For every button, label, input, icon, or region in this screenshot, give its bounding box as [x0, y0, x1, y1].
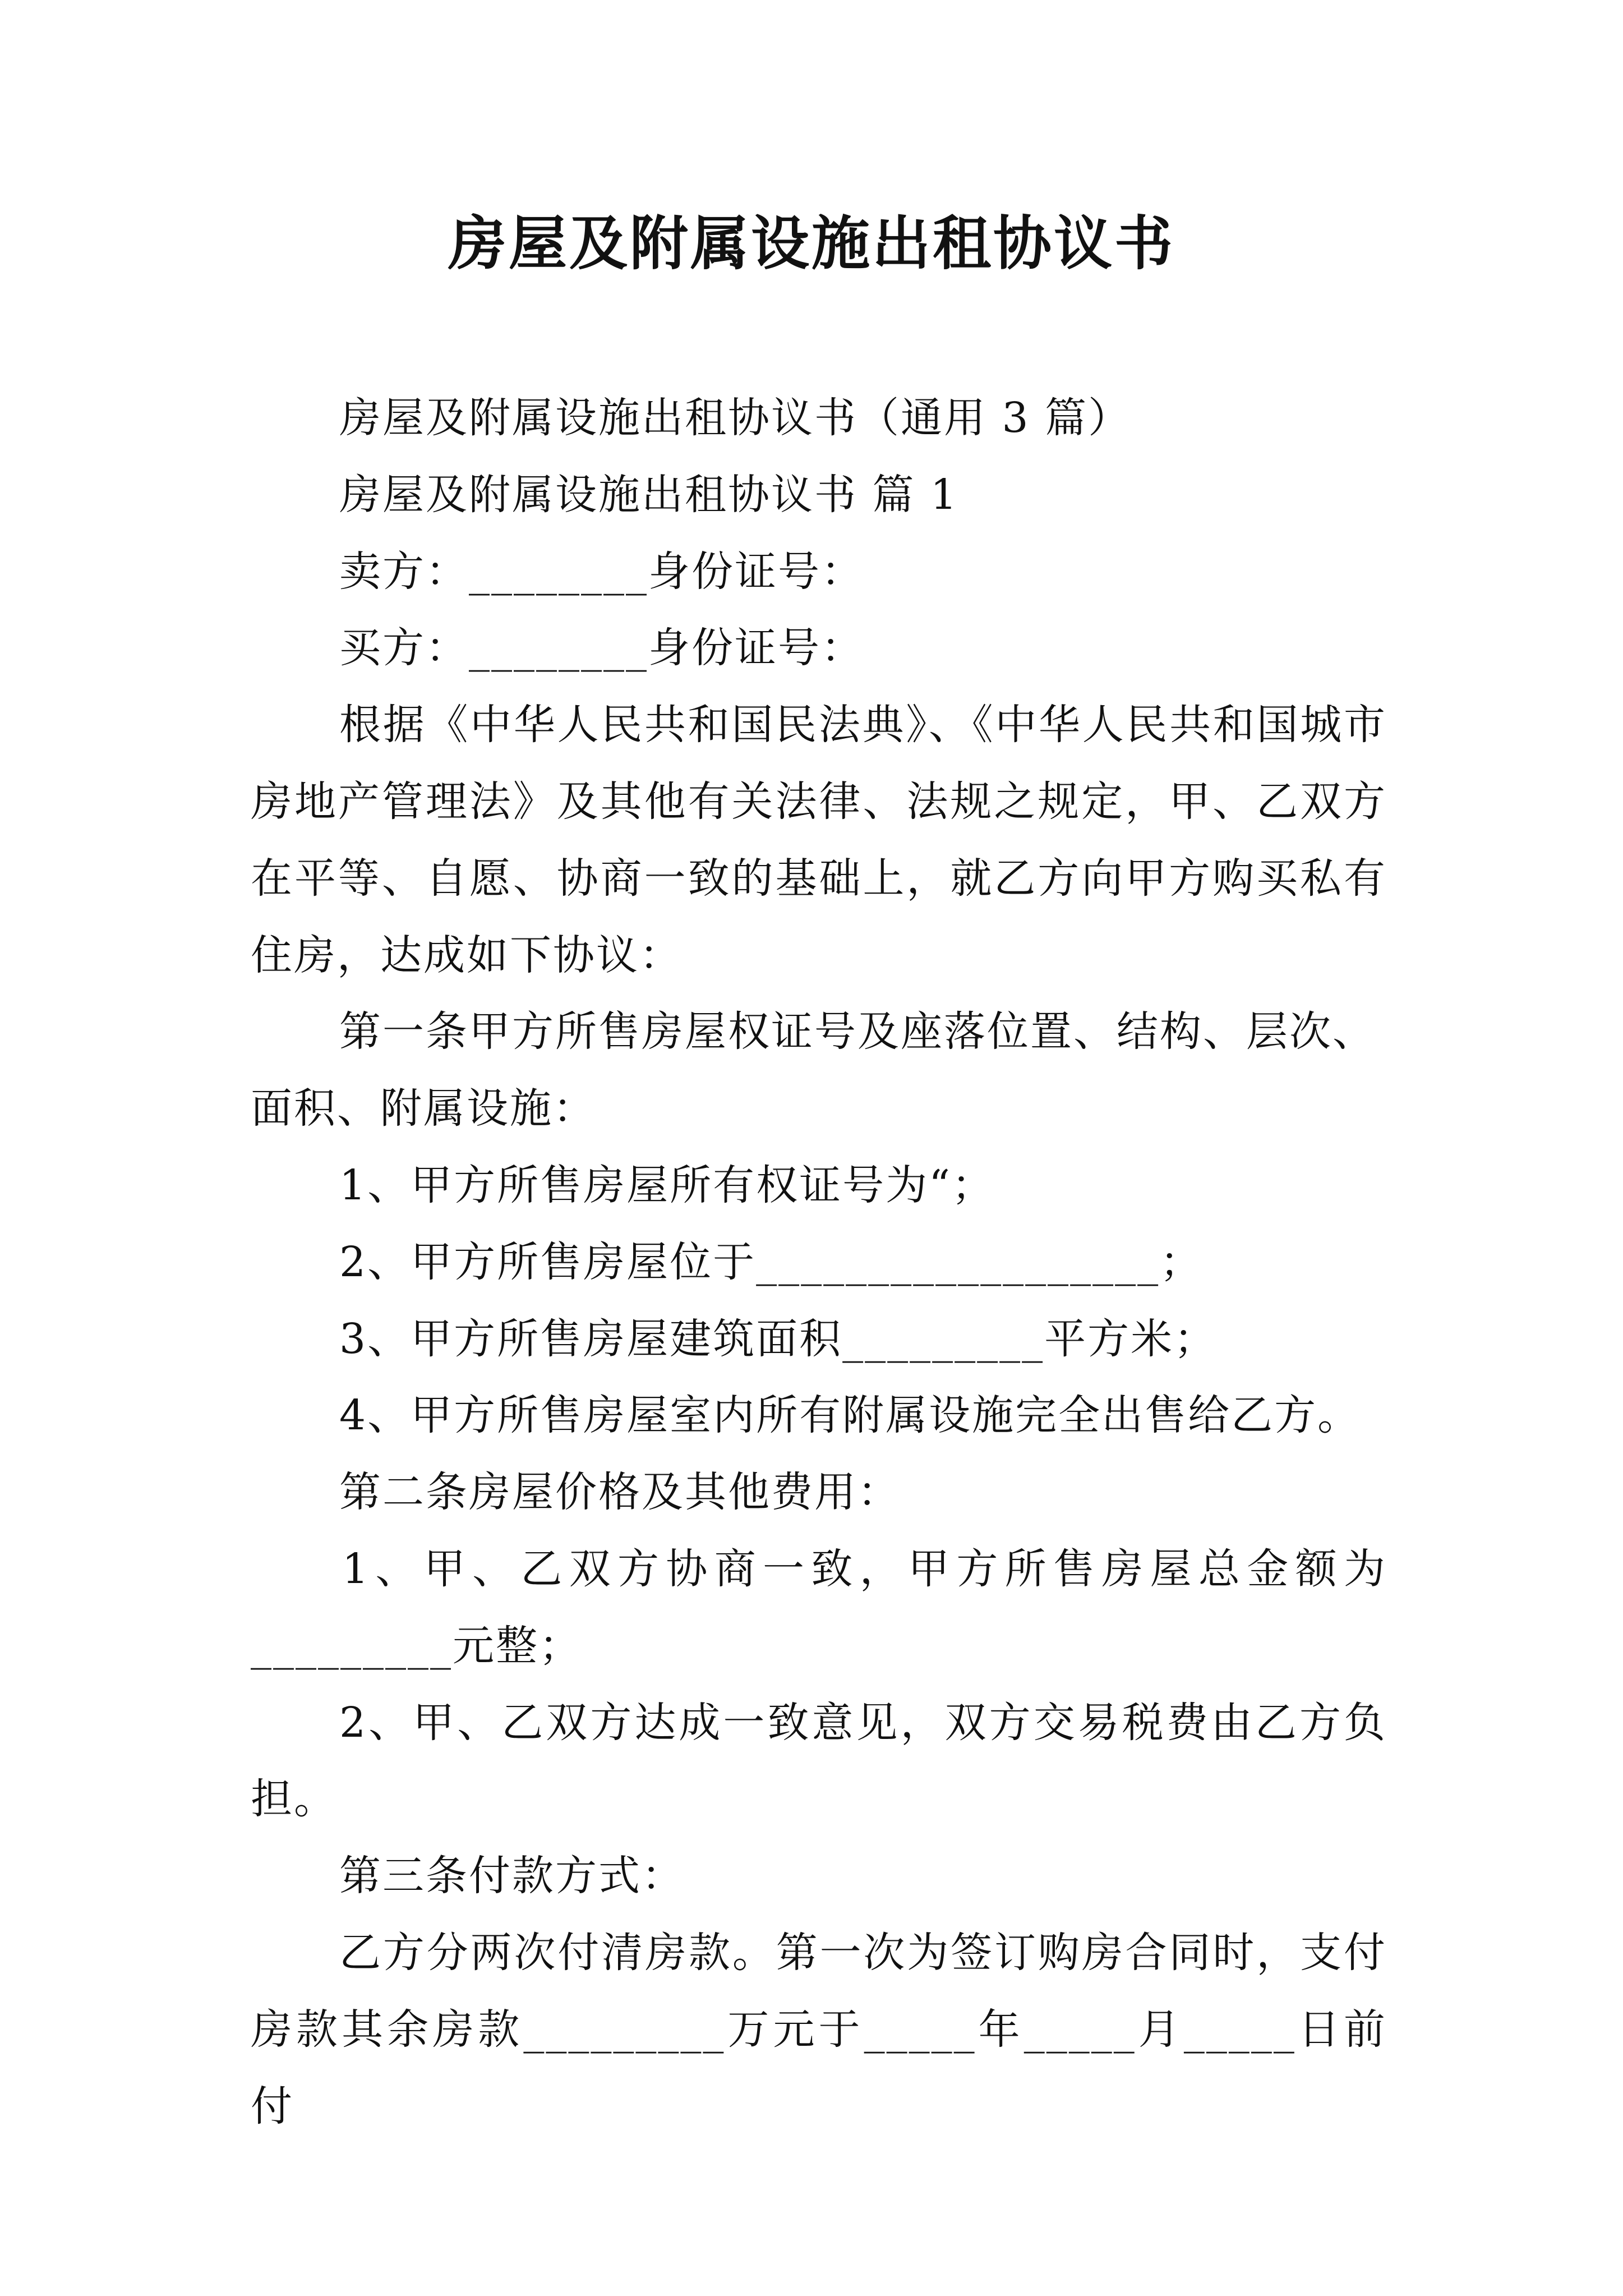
buyer-field: 买方：________身份证号：: [339, 624, 864, 673]
clause-heading: 第一条甲方所售房屋权证号及座落位置、结构、层次、: [339, 1007, 1376, 1056]
subtitle-line: 房屋及附属设施出租协议书（通用 3 篇）: [339, 394, 1132, 442]
document-body: [251, 380, 1387, 2131]
text-line: 面积、附属设施：: [251, 1084, 596, 1133]
text-line: _________元整；: [251, 1621, 582, 1670]
text-line: 房地产管理法》及其他有关法律、法规之规定，甲、乙双方: [251, 777, 1387, 826]
list-item: 4、甲方所售房屋室内所有附属设施完全出售给乙方。: [339, 1391, 1361, 1440]
list-item: 2、甲方所售房屋位于__________________；: [339, 1237, 1204, 1286]
section-heading: 房屋及附属设施出租协议书 篇 1: [339, 470, 959, 519]
text-line: 担。: [251, 1775, 337, 1824]
text-line: 住房，达成如下协议：: [251, 931, 683, 979]
document-title: 房屋及附属设施出租协议书: [448, 209, 1175, 278]
list-item: 1、甲、乙双方协商一致，甲方所售房屋总金额为: [342, 1544, 1387, 1593]
clause-heading: 第三条付款方式：: [339, 1852, 685, 1901]
seller-field: 卖方：________身份证号：: [339, 547, 864, 596]
text-line: 房款其余房款_________万元于_____年_____月_____日前付: [251, 2005, 1387, 2131]
text-line: 根据《中华人民共和国民法典》、《中华人民共和国城市: [339, 701, 1387, 749]
clause-heading: 第二条房屋价格及其他费用：: [339, 1468, 901, 1517]
text-line: 乙方分两次付清房款。第一次为签订购房合同时，支付: [339, 1928, 1387, 1977]
list-item: 1、甲方所售房屋所有权证号为“；: [339, 1161, 995, 1209]
list-item: 3、甲方所售房屋建筑面积_________平方米；: [339, 1314, 1218, 1363]
text-line: 在平等、自愿、协商一致的基础上，就乙方向甲方购买私有: [251, 854, 1387, 903]
list-item: 2、甲、乙双方达成一致意见，双方交易税费由乙方负: [339, 1698, 1387, 1747]
